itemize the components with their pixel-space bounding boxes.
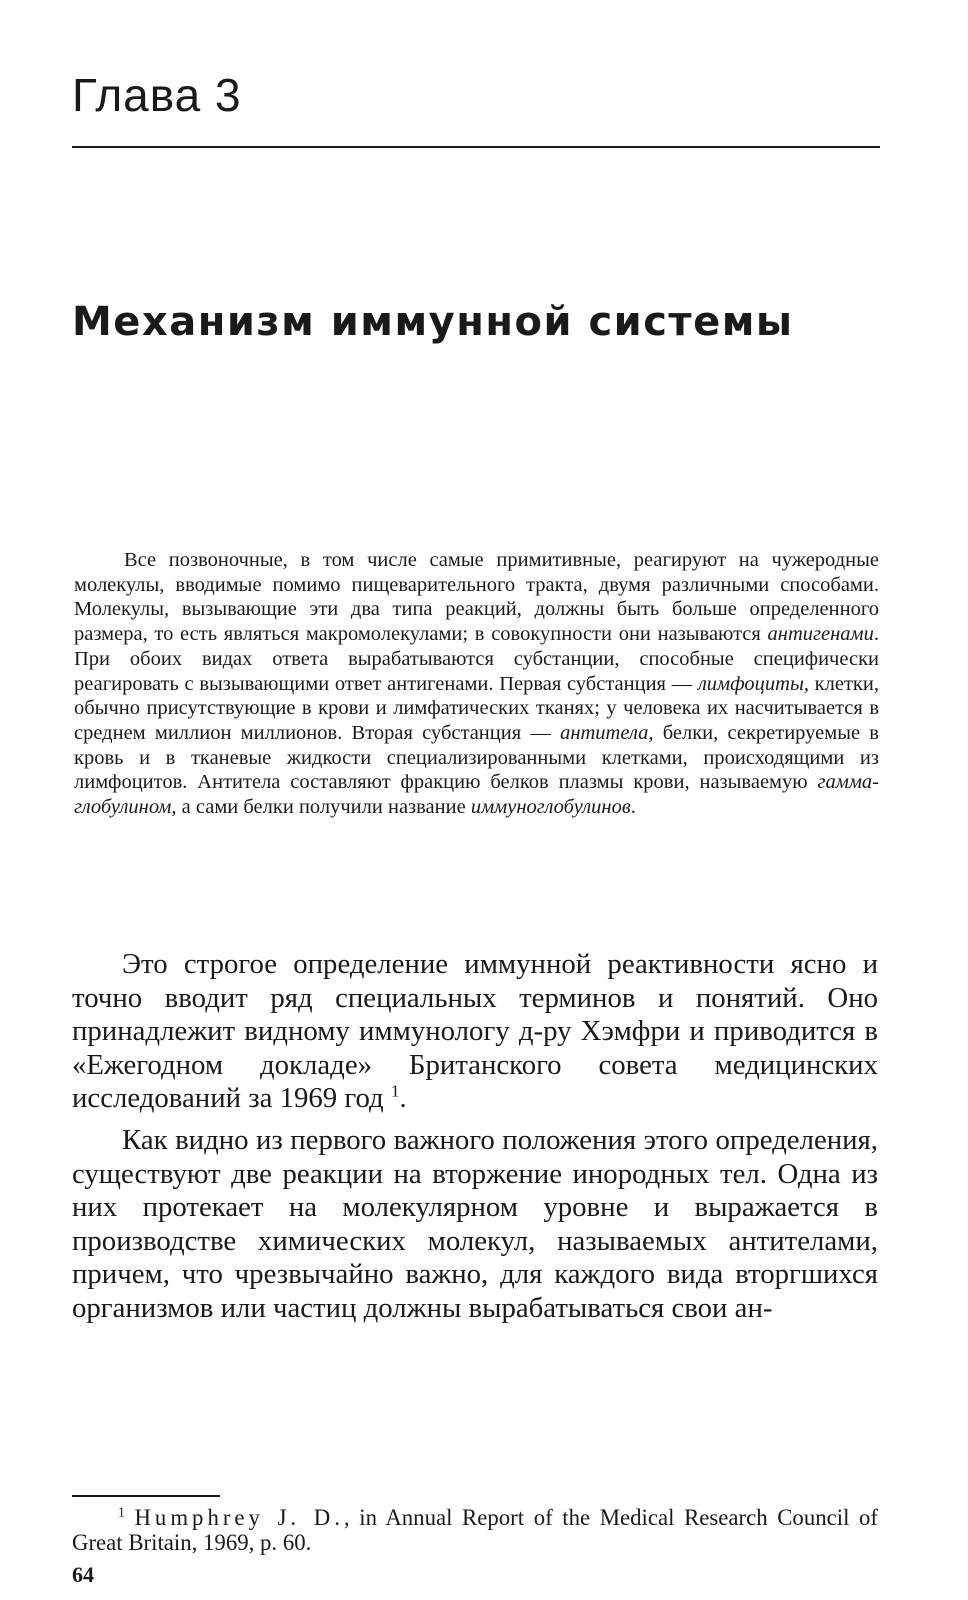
term-antibodies: антитела	[560, 721, 649, 744]
epigraph-text: , клетки, обычно присутствующие в крови и лимфатических тканях; у человека их насчитывается в среднем миллион миллионов. Вторая субстанция —	[74, 672, 879, 744]
epigraph-text: Все позвоночные, в том числе самые примитивные, реагируют на чужеродные молекулы, вводимые помимо пищеварительного тракта, двумя различными способами. Молекулы, вызывающие эти два типа реакций, должны быть больше определенного размера, то есть являться макромолекулами; в совокупности они называются	[74, 549, 879, 646]
footnote-rule	[72, 1495, 220, 1497]
paragraph-end: .	[399, 1082, 407, 1115]
chapter-rule	[72, 146, 880, 148]
body-paragraph-1	[72, 948, 878, 1116]
footnote-author: Humphrey J. D.	[134, 1505, 344, 1530]
epigraph	[74, 548, 879, 820]
main-text	[72, 948, 878, 1334]
term-lymphocytes: лимфоциты	[697, 672, 804, 695]
footnote-number: 1	[118, 1504, 125, 1520]
term-antigens: антигенами	[767, 623, 874, 646]
footnote-text: , in Annual Report of the Medical Research Council of Great Britain, 1969, p. 60.	[72, 1505, 879, 1555]
term-gamma-globulin: гамма-глобулином	[74, 771, 879, 819]
epigraph-text: .	[630, 796, 636, 819]
epigraph-text: , белки, секретируемые в кровь и в тканевые жидкости специализированными клетками, происходящими из лимфоцитов. Антитела составляют фракцию белков плазмы крови, называемую	[74, 721, 879, 794]
term-immunoglobulins: иммуноглобулинов	[470, 796, 631, 819]
page-number: 64	[72, 1562, 94, 1587]
chapter-title: Механизм иммунной системы	[72, 299, 794, 345]
chapter-label: Глава 3	[72, 69, 242, 121]
epigraph-text: . При обоих видах ответа вырабатываются субстанции, способные специфически реагировать с вызывающими ответ антигенами. Первая субстанция —	[74, 623, 879, 695]
footnote	[72, 1505, 878, 1555]
footnote-ref[interactable]: 1	[390, 1081, 400, 1101]
epigraph-text: , а сами белки получили название	[171, 796, 471, 819]
paragraph-text: Это строгое определение иммунной реактивности ясно и точно вводит ряд специальных терминов и понятий. Оно принадлежит видному иммунологу д-ру Хэмфри и приводится в «Ежегодном докладе» Британского совета медицинских исследований за 1969 год	[72, 948, 878, 1115]
body-paragraph-2: Как видно из первого важного положения этого определения, существуют две реакции на вторжение инородных тел. Одна из них протекает на молекулярном уровне и выражается в производстве химических молекул, называемых антителами, причем, что чрезвычайно важно, для каждого вида вторгшихся организмов или частиц должны вырабатываться свои ан-	[72, 1123, 878, 1324]
